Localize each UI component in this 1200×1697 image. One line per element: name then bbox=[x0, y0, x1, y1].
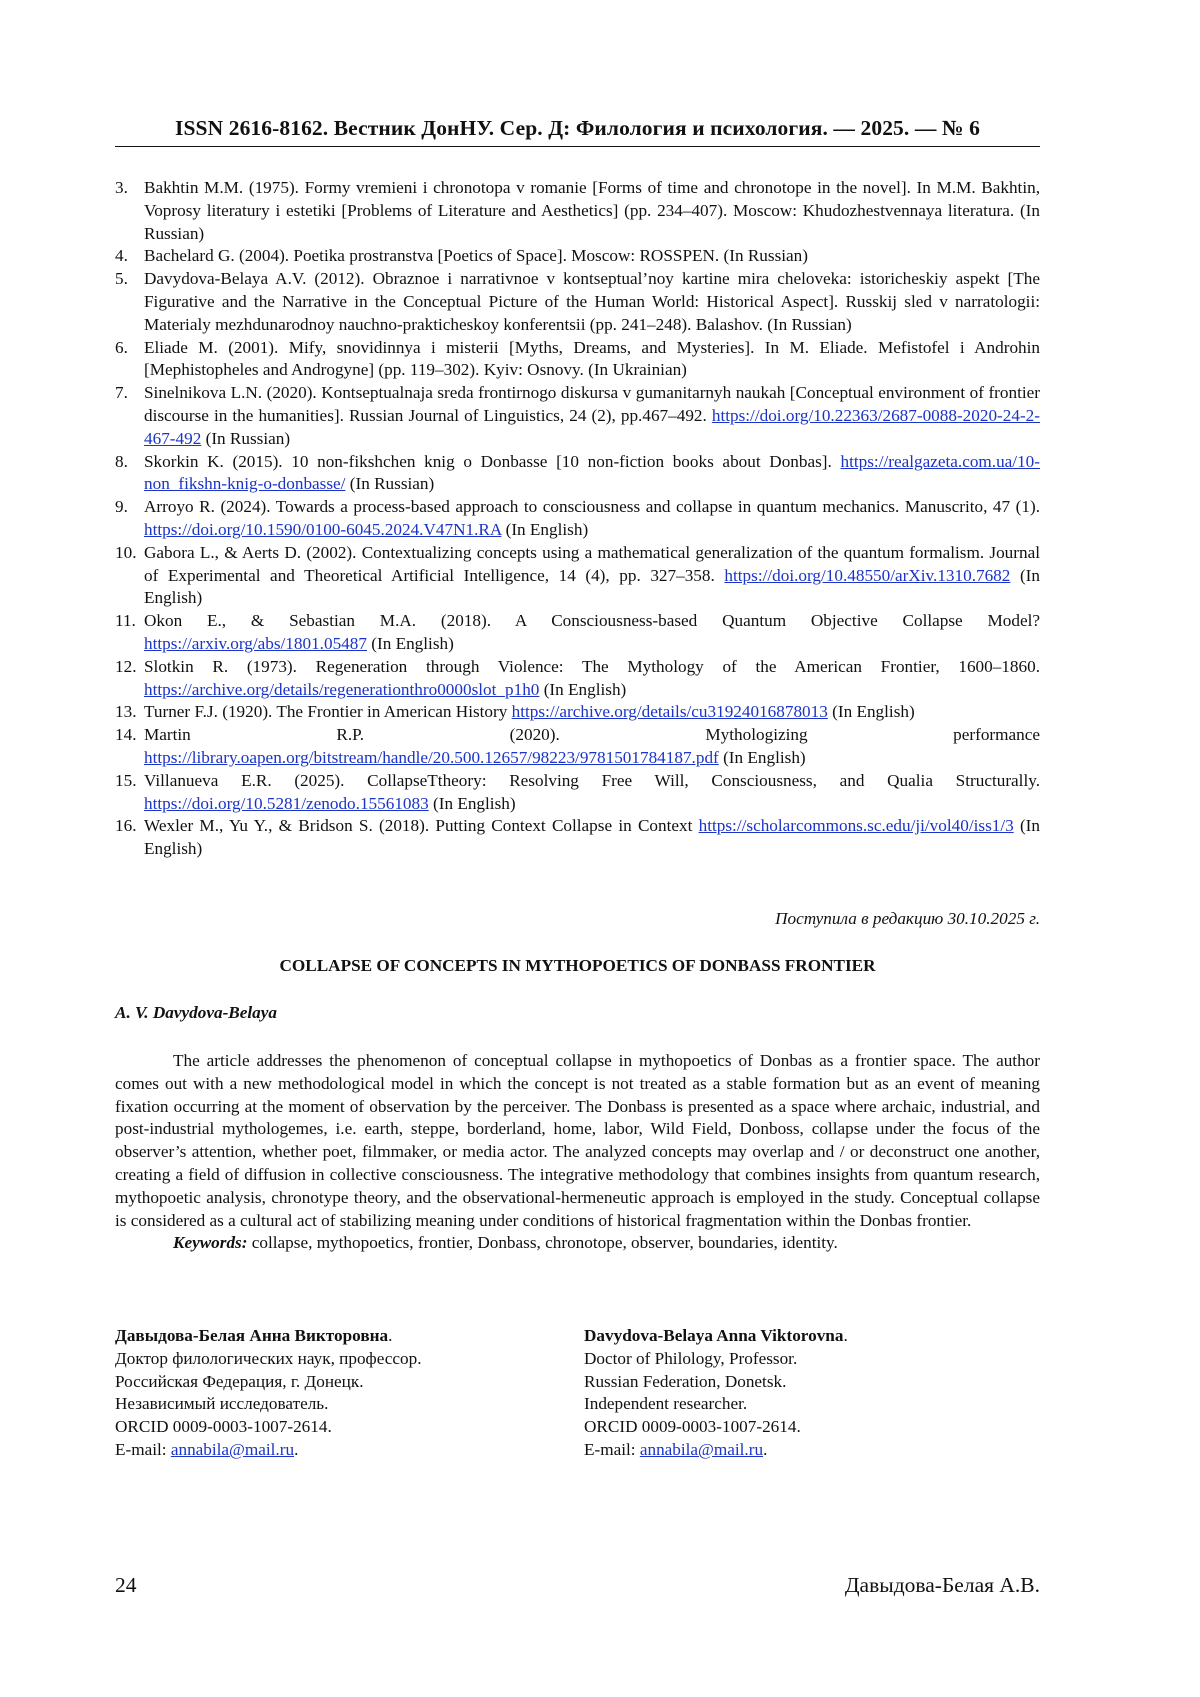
author-affiliation-en: Independent researcher. bbox=[584, 1394, 748, 1414]
reference-item bbox=[115, 656, 1040, 702]
reference-language: (In English) bbox=[827, 702, 915, 722]
reference-number: 14. bbox=[115, 725, 137, 745]
reference-text bbox=[144, 770, 1040, 816]
reference-text bbox=[144, 610, 1040, 656]
article-title: COLLAPSE OF CONCEPTS IN MYTHOPOETICS OF DONBASS FRONTIER bbox=[279, 956, 876, 975]
reference-text bbox=[144, 245, 1040, 268]
reference-link[interactable]: https://doi.org/10.5281/zenodo.15561083 bbox=[144, 793, 429, 813]
reference-number: 3. bbox=[115, 178, 128, 197]
author-name-en: Davydova-Belaya Anna Viktorovna bbox=[584, 1326, 844, 1345]
reference-body: Bakhtin M.M. (1975). Formy vremieni i chronotopa v romanie [Forms of time and chronotope in the novel]. In M.M. Bakhtin, Voprosy literatury i estetiki [Problems of Literature and Aesthetics] (pp. 234–407). Moscow: Khudozhestvennaya literatura. (In Russian) bbox=[144, 178, 1040, 243]
reference-item bbox=[115, 496, 1040, 542]
author-info-ru: Давыдова-Белая Анна Викторовна. Доктор филологических наук, профессор. Российская Федерация, г. Донецк. Независимый исследователь. ORCID 0009-0003-1007-2614. E-mail: annabila@mail.ru. bbox=[115, 1326, 422, 1459]
reference-link[interactable]: https://arxiv.org/abs/1801.05487 bbox=[144, 633, 367, 653]
reference-item bbox=[115, 245, 1040, 268]
reference-text bbox=[144, 701, 1040, 724]
reference-language: (In Russian) bbox=[345, 474, 435, 494]
running-author: Давыдова-Белая А.В. bbox=[844, 1573, 1040, 1597]
reference-link[interactable]: https://archive.org/details/cu31924016878013 bbox=[511, 702, 828, 722]
reference-body: Gabora L., & Aerts D. (2002). Contextualizing concepts using a mathematical generalization of the quantum formalism. Journal of Experimental and Theoretical Artificial Intelligence, 14 (4), pp. 327–358. bbox=[144, 542, 1040, 585]
author-name-ru: Давыдова-Белая Анна Викторовна bbox=[115, 1326, 389, 1345]
reference-number: 11. bbox=[115, 611, 136, 631]
abstract bbox=[115, 1050, 1040, 1255]
reference-text bbox=[144, 815, 1040, 861]
reference-text bbox=[144, 724, 1040, 770]
reference-language: (In English) bbox=[366, 633, 454, 653]
reference-number: 15. bbox=[115, 770, 137, 790]
email-link-ru[interactable]: annabila@mail.ru bbox=[170, 1439, 295, 1459]
reference-item bbox=[115, 701, 1040, 724]
journal-header: ISSN 2616-8162. Вестник ДонНУ. Сер. Д: Филология и психология. — 2025. — № 6 bbox=[115, 116, 1040, 147]
page-number: 24 bbox=[115, 1573, 137, 1597]
reference-item bbox=[115, 451, 1040, 497]
reference-number: 12. bbox=[115, 656, 137, 676]
reference-language: (In English) bbox=[144, 565, 1040, 608]
reference-body: Slotkin R. (1973). Regeneration through Violence: The Mythology of the American Frontier, 1600–1860. bbox=[144, 656, 1040, 676]
reference-body: Bachelard G. (2004). Poetika prostranstva [Poetics of Space]. Moscow: ROSSPEN. (In Russian) bbox=[144, 246, 809, 266]
reference-text bbox=[144, 382, 1040, 450]
keywords-line bbox=[115, 1232, 1040, 1255]
author-degree-ru: Доктор филологических наук, профессор. bbox=[115, 1348, 422, 1368]
reference-item bbox=[115, 542, 1040, 610]
reference-item bbox=[115, 268, 1040, 336]
reference-text bbox=[144, 542, 1040, 610]
reference-body: Villanueva E.R. (2025). CollapseTtheory: Resolving Free Will, Consciousness, and Qualia Structurally. bbox=[144, 770, 1040, 790]
reference-number: 4. bbox=[115, 246, 128, 266]
reference-body: Sinelnikova L.N. (2020). Kontseptualnaja sreda frontirnogo diskursa v gumanitarnyh naukah [Conceptual environment of frontier discourse in the humanities]. Russian Journal of Linguistics, 24 (2), pp.467–492. bbox=[144, 383, 1040, 425]
reference-link[interactable]: https://realgazeta.com.ua/10-non_fikshn-knig-o-donbasse/ bbox=[144, 451, 1040, 494]
reference-text bbox=[144, 268, 1040, 336]
reference-number: 9. bbox=[115, 497, 128, 517]
reference-link[interactable]: https://doi.org/10.22363/2687-0088-2020-24-2-467-492 bbox=[144, 405, 1040, 448]
reference-link[interactable]: https://scholarcommons.sc.edu/ji/vol40/iss1/3 bbox=[698, 816, 1014, 836]
reference-number: 13. bbox=[115, 702, 137, 722]
author-affiliation-ru: Независимый исследователь. bbox=[115, 1394, 329, 1414]
reference-body: Skorkin K. (2015). 10 non-fikshchen knig o Donbasse [10 non-fiction books about Donbas]. bbox=[144, 451, 841, 471]
reference-text bbox=[144, 656, 1040, 702]
reference-body: Turner F.J. (1920). The Frontier in American History bbox=[144, 702, 512, 722]
received-date: Поступила в редакцию 30.10.2025 г. bbox=[775, 909, 1040, 928]
reference-link[interactable]: https://archive.org/details/regenerationthro0000slot_p1h0 bbox=[144, 679, 540, 699]
email-label-en: E-mail: bbox=[584, 1439, 640, 1459]
reference-body: Martin R.P. (2020). Mythologizing performance bbox=[144, 725, 1040, 745]
keywords-text: collapse, mythopoetics, frontier, Donbass, chronotope, observer, boundaries, identity. bbox=[247, 1233, 838, 1253]
author-orcid-en: ORCID 0009-0003-1007-2614. bbox=[584, 1417, 801, 1437]
reference-body: Arroyo R. (2024). Towards a process-based approach to consciousness and collapse in quantum mechanics. Manuscrito, 47 (1). bbox=[144, 497, 1040, 517]
reference-language: (In Russian) bbox=[201, 428, 291, 448]
reference-language: (In English) bbox=[539, 679, 627, 699]
reference-link[interactable]: https://doi.org/10.1590/0100-6045.2024.V47N1.RA bbox=[144, 519, 502, 539]
reference-item bbox=[115, 610, 1040, 656]
reference-body: Wexler M., Yu Y., & Bridson S. (2018). Putting Context Collapse in Context bbox=[144, 816, 699, 836]
reference-link[interactable]: https://library.oapen.org/bitstream/handle/20.500.12657/98223/9781501784187.pdf bbox=[144, 747, 719, 767]
reference-body: Davydova-Belaya A.V. (2012). Obraznoe i narrativnoe v kontseptual’noy kartine mira cheloveka: istoricheskiy aspekt [The Figurative and the Narrative in the Conceptual Picture of the Human World: Historical Aspect]. Russkij sled v narratologii: Materialy mezhdunarodnoy nauchno-prakticheskoy konferentsii (pp. 241–248). Balashov. (In Russian) bbox=[144, 269, 1040, 334]
article-author: A. V. Davydova-Belaya bbox=[115, 1003, 277, 1022]
reference-language: (In English) bbox=[144, 816, 1040, 859]
author-info-en: Davydova-Belaya Anna Viktorovna. Doctor of Philology, Professor. Russian Federation, Donetsk. Independent researcher. ORCID 0009-0003-1007-2614. E-mail: annabila@mail.ru. bbox=[584, 1326, 848, 1459]
abstract-text: The article addresses the phenomenon of conceptual collapse in mythopoetics of Donbas as a frontier space. The author comes out with a new methodological model in which the concept is not treated as a stable formation but as an event of meaning fixation occurring at the moment of observation by the perceiver. The Donbass is presented as a space where archaic, industrial, and post-industrial mythologemes, i.e. earth, steppe, borderland, home, labor, Wild Field, Donboss, collapse under the focus of the observer’s attention, whether poet, filmmaker, or media actor. The analyzed concepts may overlap and / or deconstruct one another, creating a field of diffusion in collective consciousness. The integrative methodology that combines insights from quantum research, mythopoetic analysis, chronotype theory, and the observational-hermeneutic approach is employed in the study. Conceptual collapse is considered as a cultural act of stabilizing meaning under conditions of historical fragmentation within the Donbas frontier. bbox=[115, 1051, 1040, 1230]
reference-list bbox=[115, 177, 1040, 861]
reference-body: Okon E., & Sebastian M.A. (2018). A Consciousness-based Quantum Objective Collapse Model? bbox=[144, 611, 1040, 631]
reference-language: (In English) bbox=[718, 747, 806, 767]
reference-text bbox=[144, 177, 1040, 245]
author-degree-en: Doctor of Philology, Professor. bbox=[584, 1348, 798, 1368]
reference-text bbox=[144, 337, 1040, 383]
reference-number: 8. bbox=[115, 451, 128, 471]
reference-item bbox=[115, 177, 1040, 245]
reference-number: 7. bbox=[115, 383, 128, 403]
reference-number: 16. bbox=[115, 816, 137, 836]
email-link-en[interactable]: annabila@mail.ru bbox=[639, 1439, 764, 1459]
reference-number: 6. bbox=[115, 337, 128, 357]
reference-language: (In English) bbox=[501, 519, 589, 539]
reference-text bbox=[144, 451, 1040, 497]
email-label-ru: E-mail: bbox=[115, 1439, 171, 1459]
reference-link[interactable]: https://doi.org/10.48550/arXiv.1310.7682 bbox=[724, 565, 1011, 585]
reference-number: 5. bbox=[115, 269, 128, 289]
keywords-label: Keywords: bbox=[173, 1233, 248, 1253]
author-location-ru: Российская Федерация, г. Донецк. bbox=[115, 1371, 364, 1391]
reference-language: (In English) bbox=[428, 793, 516, 813]
reference-item bbox=[115, 337, 1040, 383]
reference-item bbox=[115, 770, 1040, 816]
reference-item bbox=[115, 382, 1040, 450]
author-location-en: Russian Federation, Donetsk. bbox=[584, 1371, 787, 1391]
reference-item bbox=[115, 724, 1040, 770]
reference-text bbox=[144, 496, 1040, 542]
reference-body: Eliade M. (2001). Mify, snovidinnya i misterii [Myths, Dreams, and Mysteries]. In M. Eliade. Mefistofel i Androhin [Mephistopheles and Androgyne] (pp. 119–302). Kyiv: Osnovy. (In Ukrainian) bbox=[144, 337, 1040, 380]
reference-number: 10. bbox=[115, 542, 137, 562]
author-orcid-ru: ORCID 0009-0003-1007-2614. bbox=[115, 1417, 332, 1437]
reference-item bbox=[115, 815, 1040, 861]
